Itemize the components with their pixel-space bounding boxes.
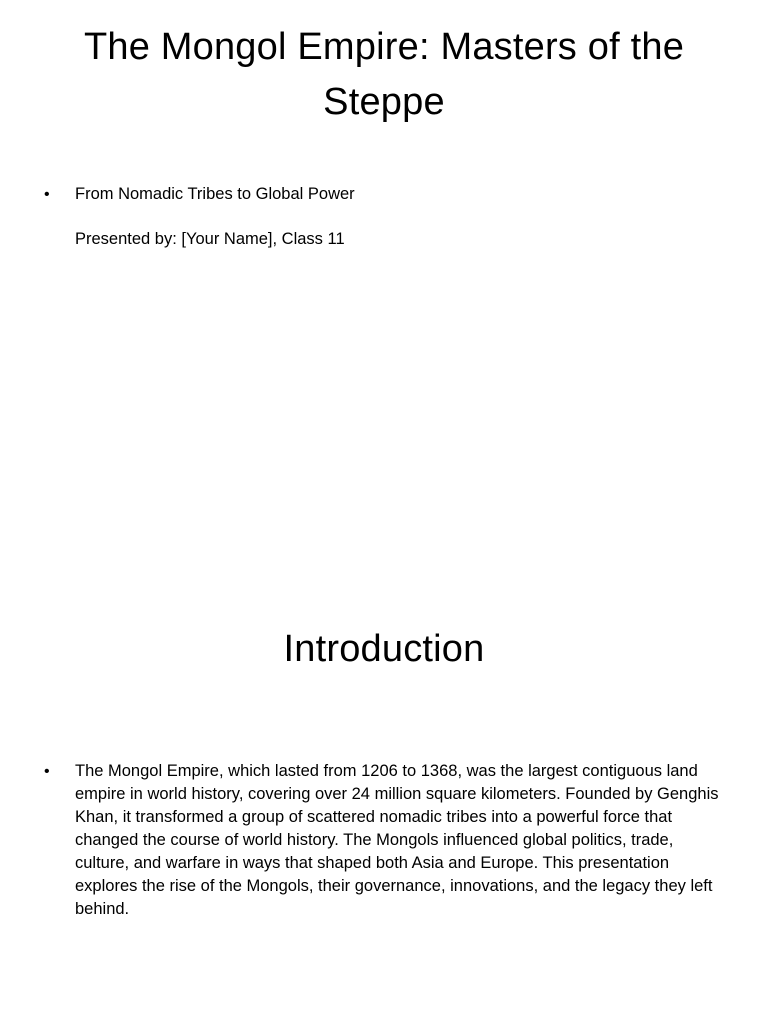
slide-1-title: The Mongol Empire: Masters of the Steppe — [83, 26, 685, 123]
slide-1-bullet-item — [44, 183, 724, 251]
bullet-marker: • — [44, 186, 50, 203]
presenter-text: Presented by: [Your Name], Class 11 — [75, 230, 345, 248]
line-gap — [75, 206, 724, 228]
slide-2 — [0, 512, 768, 1024]
slide-2-bullet-item — [44, 760, 724, 921]
slide-2-title: Introduction — [283, 628, 485, 670]
introduction-paragraph: The Mongol Empire, which lasted from 1206 to 1368, was the largest contiguous land empire in world history, covering over 24 million square kilometers. Founded by Genghis Khan, it transformed a group of scattered nomadic tribes into a powerful force that changed the course of world history. The Mongols influenced global politics, trade, culture, and warfare in ways that shaped both Asia and Europe. This presentation explores the rise of the Mongols, their governance, innovations, and the legacy they left behind. — [75, 762, 719, 918]
subtitle-text: From Nomadic Tribes to Global Power — [75, 185, 355, 203]
bullet-marker: • — [44, 763, 50, 780]
slide-1-bullet-list — [44, 183, 724, 251]
slide-2-bullet-list — [44, 760, 724, 921]
